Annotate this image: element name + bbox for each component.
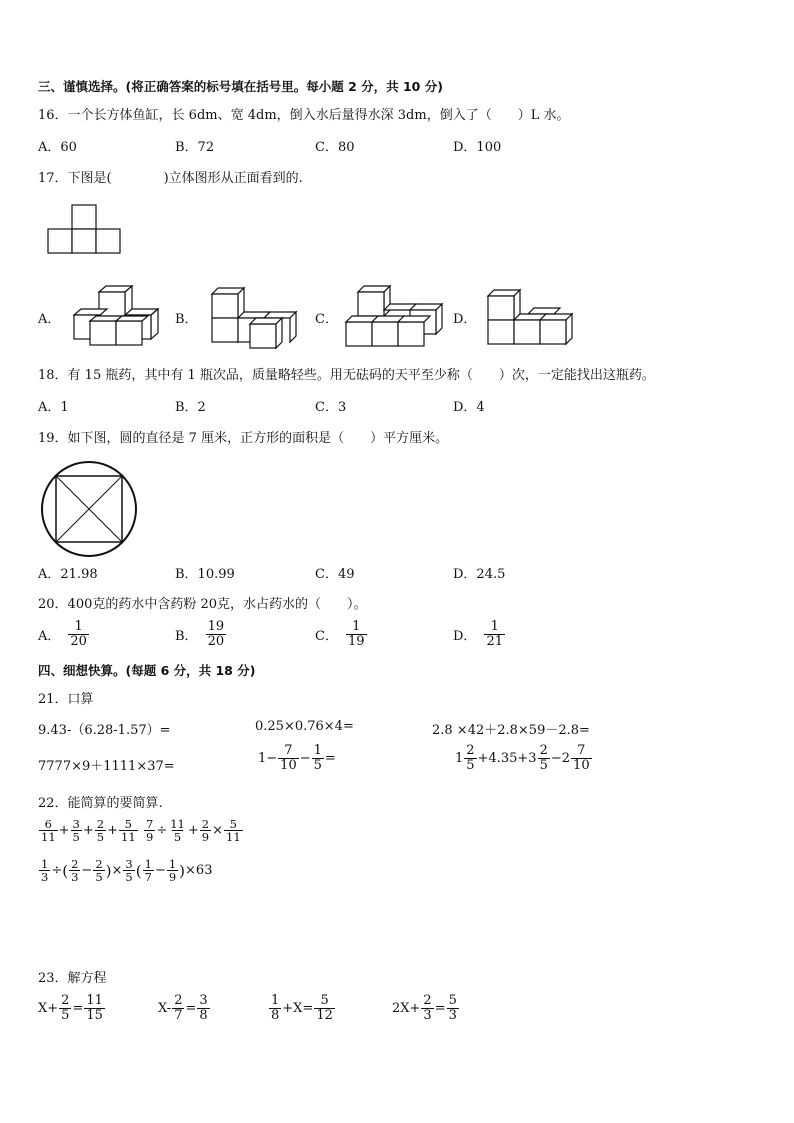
q20-option-b: B． $\frac{19}{20}$ [175, 619, 225, 649]
question-17: 17．下图是( )立体图形从正面看到的. [38, 171, 303, 186]
q21-expr-5: 1− $\frac{7}{10}$ − $\frac{1}{5}$ = [258, 743, 336, 773]
question-18: 18．有 15 瓶药，其中有 1 瓶次品，质量略轻些。用无砝码的天平至少称（ ）次，一定能找出这瓶药。 [38, 368, 655, 383]
q20-option-c: C． $\frac{1}{19}$ [315, 619, 365, 649]
q22-expr-1: $\frac{6}{11}$ + $\frac{3}{5}$ + $\frac{2}{5}$ + $\frac{5}{11}$ [41, 817, 136, 845]
q20-option-d: D． $\frac{1}{21}$ [453, 619, 503, 649]
q18-option-a: A．1 [38, 400, 69, 415]
section-4-title: 四、细想快算。(每题 6 分，共 18 分) [38, 663, 256, 678]
q17-option-b-label: B． [175, 312, 198, 327]
q19-option-b: B．10.99 [175, 567, 235, 582]
q19-option-d: D．24.5 [453, 567, 506, 582]
q19-option-a: A．21.98 [38, 567, 98, 582]
q18-option-c: C．3 [315, 400, 347, 415]
q18-option-d: D．4 [453, 400, 485, 415]
q17-option-d-figure [486, 288, 578, 350]
q18-option-b: B．2 [175, 400, 206, 415]
q21-expr-4: 7777×9＋1111×37= [38, 759, 175, 774]
q23-equation-2: X- $\frac{2}{7}$ = $\frac{3}{8}$ [158, 993, 208, 1023]
q17-option-b-figure [210, 286, 300, 348]
q17-option-c-figure [344, 284, 444, 350]
q19-option-c: C．49 [315, 567, 355, 582]
q23-equation-1: X+ $\frac{2}{5}$ = $\frac{11}{15}$ [38, 993, 103, 1023]
q23-equation-4: 2X+ $\frac{2}{3}$ = $\frac{5}{3}$ [392, 993, 457, 1023]
q21-expr-3: 2.8 ×42＋2.8×59－2.8= [432, 723, 590, 738]
q21-expr-2: 0.25×0.76×4= [255, 719, 354, 734]
question-21-label: 21．口算 [38, 692, 94, 707]
q21-expr-1: 9.43-（6.28-1.57）= [38, 723, 171, 738]
q17-option-a-figure [72, 284, 162, 346]
question-19: 19．如下图，圆的直径是 7 厘米，正方形的面积是（ ）平方厘米。 [38, 431, 449, 446]
circle-square-figure [40, 460, 140, 560]
q22-expr-3: $\frac{1}{3}$ ÷ ( $\frac{2}{3}$ − $\frac{2}{5}$ ) × $\frac{3}{5}$ ( $\frac{1}{7}$ − $\frac{1}{9}$ ) ×63 [41, 857, 213, 885]
q16-option-a: A．60 [38, 140, 77, 155]
q16-option-b: B．72 [175, 140, 215, 155]
q16-option-d: D．100 [453, 140, 502, 155]
q16-option-c: C．80 [315, 140, 355, 155]
question-20: 20．400克的药水中含药粉 20克，水占药水的（ ）。 [38, 597, 367, 612]
q22-expr-2: $\frac{7}{9}$ ÷ $\frac{11}{5}$ + $\frac{2}{9}$ × $\frac{5}{11}$ [146, 817, 241, 845]
q17-option-a-label: A． [38, 312, 61, 327]
q23-equation-3: $\frac{1}{8}$ +X= $\frac{5}{12}$ [271, 993, 333, 1023]
section-3-title: 三、谨慎选择。(将正确答案的标号填在括号里。每小题 2 分，共 10 分) [38, 79, 443, 94]
question-22-label: 22．能简算的要简算. [38, 796, 163, 811]
question-16: 16．一个长方体鱼缸，长 6dm、宽 4dm，倒入水后量得水深 3dm，倒入了（ ）L 水。 [38, 108, 570, 123]
question-23-label: 23．解方程 [38, 971, 107, 986]
q21-expr-6: 1 $\frac{2}{5}$ +4.35+ 3 $\frac{2}{5}$ − 2 $\frac{7}{10}$ [455, 743, 590, 773]
q20-option-a: A． $\frac{1}{20}$ [38, 619, 87, 649]
front-view-figure [48, 204, 123, 256]
q17-option-d-label: D． [453, 312, 477, 327]
q17-option-c-label: C． [315, 312, 338, 327]
